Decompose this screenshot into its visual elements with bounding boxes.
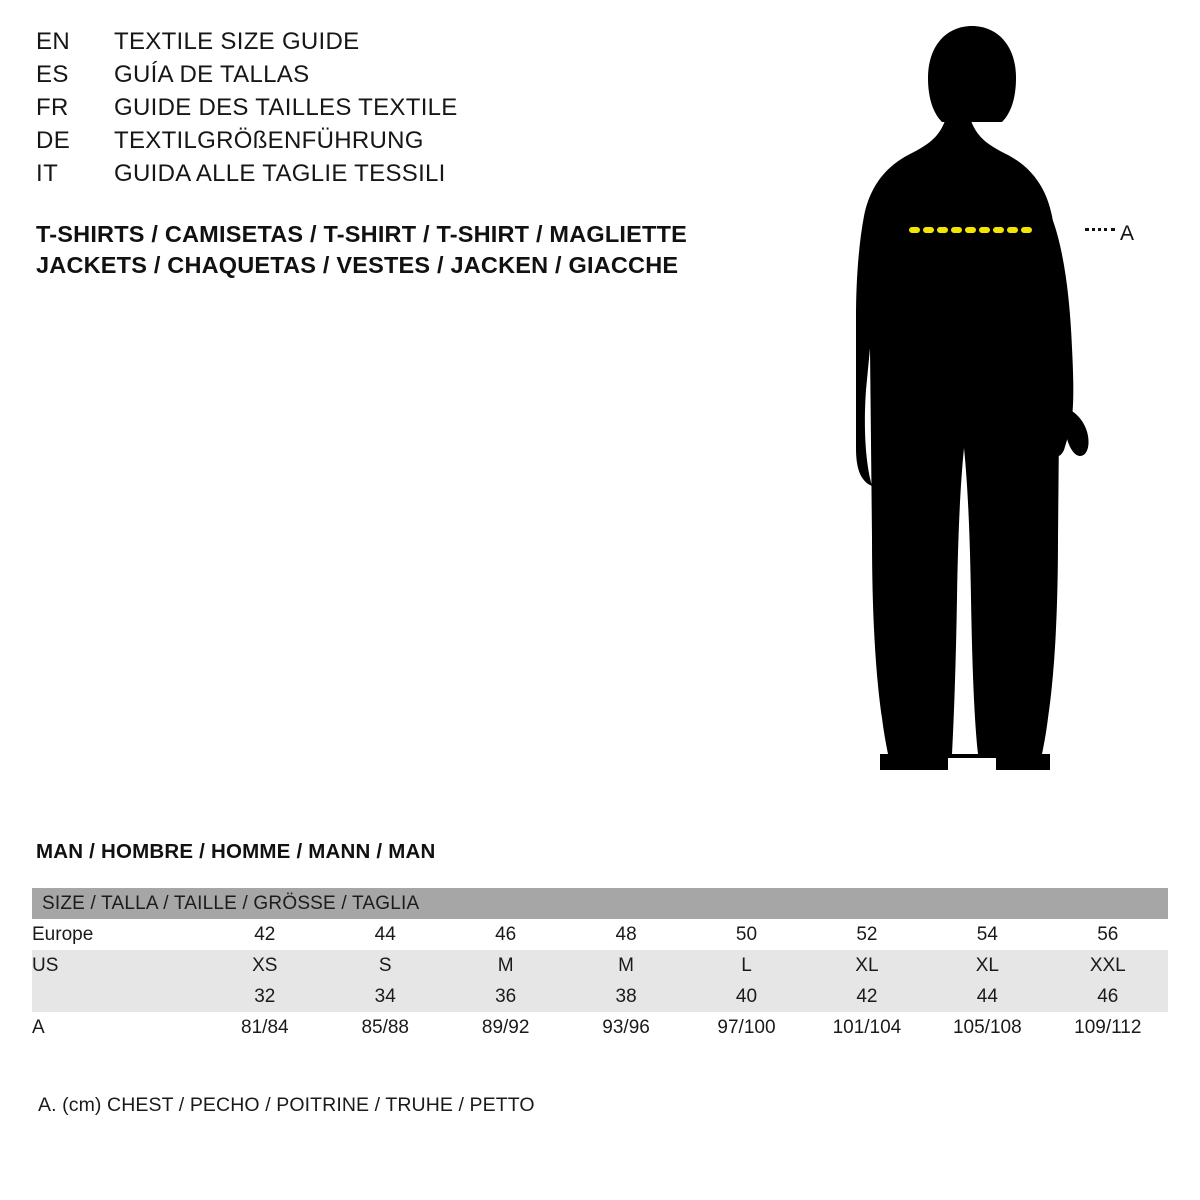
language-text-es: GUÍA DE TALLAS bbox=[114, 61, 310, 88]
language-code-it: IT bbox=[36, 160, 59, 187]
cell-us-4: L bbox=[686, 950, 806, 981]
cell-numeric-0: 32 bbox=[205, 981, 325, 1012]
table-row bbox=[32, 950, 1168, 981]
language-header-block bbox=[36, 28, 756, 193]
cell-us-1: S bbox=[325, 950, 445, 981]
language-text-it: GUIDA ALLE TAGLIE TESSILI bbox=[114, 160, 446, 187]
cell-a-3: 93/96 bbox=[566, 1012, 686, 1043]
row-label-europe: Europe bbox=[32, 919, 205, 950]
cell-numeric-4: 40 bbox=[686, 981, 806, 1012]
cell-numeric-2: 36 bbox=[445, 981, 565, 1012]
row-label-us: US bbox=[32, 950, 205, 981]
language-row-es bbox=[36, 61, 756, 94]
cell-europe-1: 44 bbox=[325, 919, 445, 950]
language-code-en: EN bbox=[36, 28, 71, 55]
language-row-de bbox=[36, 127, 756, 160]
cell-a-4: 97/100 bbox=[686, 1012, 806, 1043]
language-text-en: TEXTILE SIZE GUIDE bbox=[114, 28, 360, 55]
table-row bbox=[32, 1012, 1168, 1043]
footnote-chest-measure: A. (cm) CHEST / PECHO / POITRINE / TRUHE / PETTO bbox=[38, 1094, 535, 1116]
cell-us-6: XL bbox=[927, 950, 1047, 981]
cell-a-2: 89/92 bbox=[445, 1012, 565, 1043]
cell-us-2: M bbox=[445, 950, 565, 981]
cell-a-7: 109/112 bbox=[1048, 1012, 1168, 1043]
cell-numeric-3: 38 bbox=[566, 981, 686, 1012]
cell-europe-7: 56 bbox=[1048, 919, 1168, 950]
cell-a-5: 101/104 bbox=[807, 1012, 927, 1043]
cell-us-5: XL bbox=[807, 950, 927, 981]
language-text-fr: GUIDE DES TAILLES TEXTILE bbox=[114, 94, 458, 121]
cell-europe-6: 54 bbox=[927, 919, 1047, 950]
table-header-label: SIZE / TALLA / TAILLE / GRÖSSE / TAGLIA bbox=[32, 888, 1168, 919]
silhouette-svg bbox=[820, 18, 1180, 788]
size-table bbox=[32, 888, 1168, 1043]
table-row bbox=[32, 919, 1168, 950]
category-block bbox=[36, 219, 796, 281]
language-text-de: TEXTILGRÖßENFÜHRUNG bbox=[114, 127, 424, 154]
language-code-fr: FR bbox=[36, 94, 69, 121]
row-label-numeric bbox=[32, 981, 205, 1012]
cell-numeric-6: 44 bbox=[927, 981, 1047, 1012]
row-label-a: A bbox=[32, 1012, 205, 1043]
language-row-fr bbox=[36, 94, 756, 127]
cell-a-0: 81/84 bbox=[205, 1012, 325, 1043]
section-title-man: MAN / HOMBRE / HOMME / MANN / MAN bbox=[36, 840, 436, 863]
table-header-row bbox=[32, 888, 1168, 919]
cell-europe-0: 42 bbox=[205, 919, 325, 950]
male-silhouette-figure bbox=[820, 18, 1180, 788]
table-row bbox=[32, 981, 1168, 1012]
cell-europe-3: 48 bbox=[566, 919, 686, 950]
measure-marker-a: A bbox=[1120, 222, 1135, 245]
category-tshirts: T-SHIRTS / CAMISETAS / T-SHIRT / T-SHIRT / MAGLIETTE bbox=[36, 221, 687, 247]
cell-us-7: XXL bbox=[1048, 950, 1168, 981]
cell-europe-2: 46 bbox=[445, 919, 565, 950]
cell-europe-5: 52 bbox=[807, 919, 927, 950]
cell-numeric-1: 34 bbox=[325, 981, 445, 1012]
cell-a-1: 85/88 bbox=[325, 1012, 445, 1043]
category-jackets: JACKETS / CHAQUETAS / VESTES / JACKEN / GIACCHE bbox=[36, 252, 679, 278]
cell-europe-4: 50 bbox=[686, 919, 806, 950]
cell-numeric-5: 42 bbox=[807, 981, 927, 1012]
language-row-it bbox=[36, 160, 756, 193]
language-code-es: ES bbox=[36, 61, 69, 88]
language-row-en bbox=[36, 28, 756, 61]
cell-us-3: M bbox=[566, 950, 686, 981]
cell-us-0: XS bbox=[205, 950, 325, 981]
language-code-de: DE bbox=[36, 127, 71, 154]
cell-numeric-7: 46 bbox=[1048, 981, 1168, 1012]
measure-leader-line bbox=[1085, 228, 1115, 231]
cell-a-6: 105/108 bbox=[927, 1012, 1047, 1043]
